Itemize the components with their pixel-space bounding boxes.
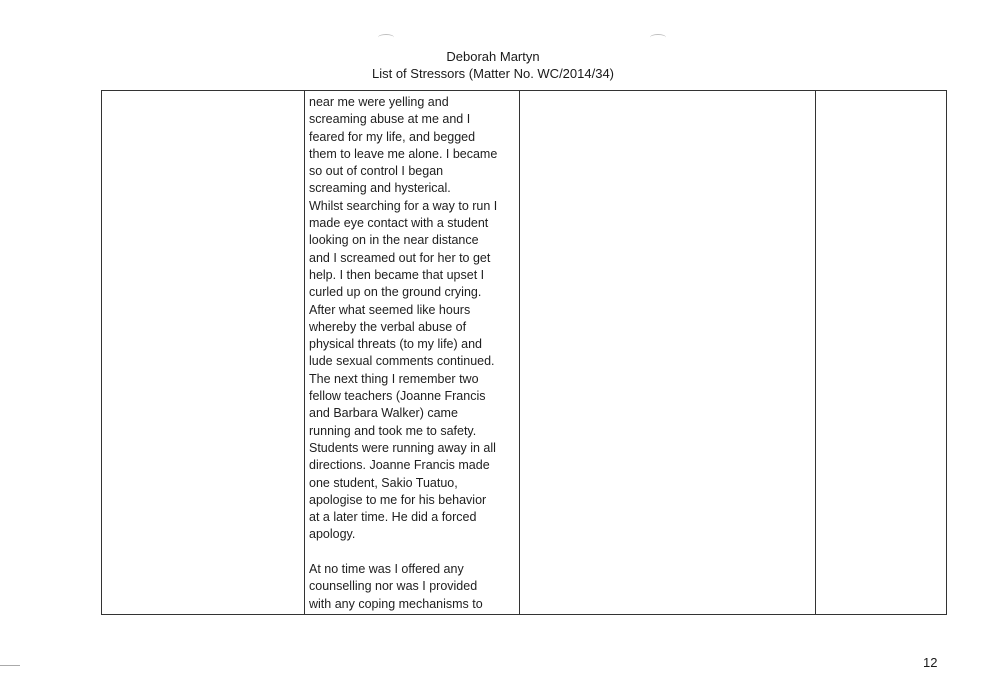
document-header: [0, 48, 986, 82]
text-line: whereby the verbal abuse of: [309, 319, 467, 334]
table-cell-col2: [305, 91, 520, 615]
text-line: lude sexual comments continued.: [309, 354, 495, 369]
text-line: screaming abuse at me and I: [309, 112, 471, 127]
text-line: screaming and hysterical.: [309, 181, 451, 196]
text-line: and I screamed out for her to get: [309, 250, 491, 265]
author-name: Deborah Martyn: [446, 49, 540, 64]
document-title: List of Stressors (Matter No. WC/2014/34): [371, 66, 615, 81]
text-line: fellow teachers (Joanne Francis: [309, 389, 486, 404]
table-cell-col3: [520, 91, 816, 615]
page-number: 12: [923, 655, 938, 670]
text-line: with any coping mechanisms to: [309, 596, 483, 611]
text-line: running and took me to safety.: [309, 423, 477, 438]
text-line: and Barbara Walker) came: [309, 406, 458, 421]
paragraph-gap: [309, 544, 515, 561]
text-line: counselling nor was I provided: [309, 579, 478, 594]
text-line: them to leave me alone. I became: [309, 146, 498, 161]
text-line: looking on in the near distance: [309, 233, 479, 248]
text-line: After what seemed like hours: [309, 302, 471, 317]
text-line: apologise to me for his behavior: [309, 492, 487, 507]
text-line: curled up on the ground crying.: [309, 285, 482, 300]
text-line: one student, Sakio Tuatuo,: [309, 475, 458, 490]
text-line: Whilst searching for a way to run I: [309, 198, 498, 213]
text-line: directions. Joanne Francis made: [309, 458, 490, 473]
text-line: at a later time. He did a forced: [309, 510, 477, 525]
text-line: feared for my life, and begged: [309, 129, 476, 144]
text-line: made eye contact with a student: [309, 216, 489, 231]
text-line: physical threats (to my life) and: [309, 337, 482, 352]
scan-hole-mark: [378, 34, 394, 41]
table-cell-col1: [102, 91, 305, 615]
text-line: At no time was I offered any: [309, 562, 464, 577]
text-line: help. I then became that upset I: [309, 267, 485, 282]
text-line: Students were running away in all: [309, 440, 496, 455]
text-line: so out of control I began: [309, 164, 444, 179]
table-row: [102, 91, 947, 615]
text-line: The next thing I remember two: [309, 371, 479, 386]
scan-hole-mark: [650, 34, 666, 41]
stressors-table: [101, 90, 947, 615]
text-line: apology.: [309, 527, 356, 542]
stressor-description: [305, 91, 519, 613]
text-line: near me were yelling and: [309, 95, 449, 109]
scan-edge-mark: [0, 665, 20, 666]
table-cell-col4: [816, 91, 947, 615]
